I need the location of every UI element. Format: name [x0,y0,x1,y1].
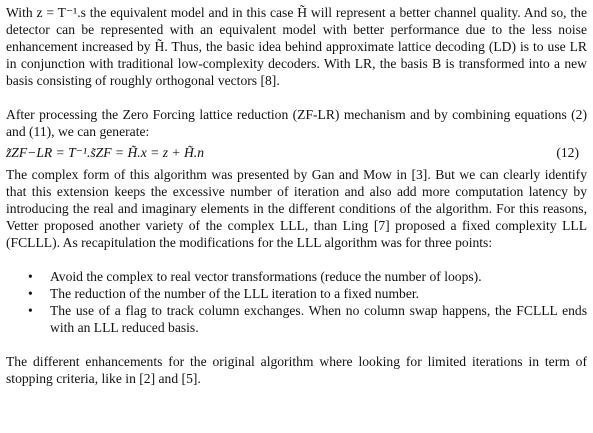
list-item: • Avoid the complex to real vector transformations (reduce the number of loops). [50,268,587,285]
spacer [6,336,587,353]
equation-12 [6,140,587,166]
list-item: • The use of a flag to track column exchanges. When no column swap happens, the FCLLL ends with an LLL reduced basis. [50,302,587,336]
paragraph-intro: With z = T⁻¹.s the equivalent model and in this case H̃ will represent a better channel quality. And so, the detector can be represented with an equivalent model with better performance due to the less noise enhancement increased by H̃. Thus, the basic idea behind approximate lattice decoding (LD) is to use LR in conjunction with traditional low-complexity decoders. With LR, the basis B is transformed into a new basis consisting of roughly orthogonal vectors [8]. [6,5,587,88]
paragraph-complex-form: The complex form of this algorithm was presented by Gan and Mow in [3]. But we can clearly identify that this extension keeps the excessive number of iteration and also add more computation latency by introducing the real and imaginary elements in the different conditions of the algorithm. For this reasons, Vetter proposed another variety of the complex LLL, than Ling [7] proposed a fixed complexity LLL (FCLLL). As recapitulation the modifications for the LLL algorithm was for three points: [6,167,587,250]
paragraph-enhancements: The different enhancements for the original algorithm where looking for limited iterations in term of stopping criteria, like in [2] and [5]. [6,354,587,386]
list-item: • The reduction of the number of the LLL iteration to a fixed number. [50,285,587,302]
equation-text: z̃ZF−LR = T⁻¹.s̃ZF = H̃.x = z + H̃.n [6,145,204,160]
modifications-list [6,268,587,336]
spacer [6,89,587,106]
spacer [6,251,587,268]
equation-number: (12) [556,145,579,160]
paragraph-zf-lr: After processing the Zero Forcing lattice reduction (ZF-LR) mechanism and by combining equations (2) and (11), we can generate: [6,107,587,139]
